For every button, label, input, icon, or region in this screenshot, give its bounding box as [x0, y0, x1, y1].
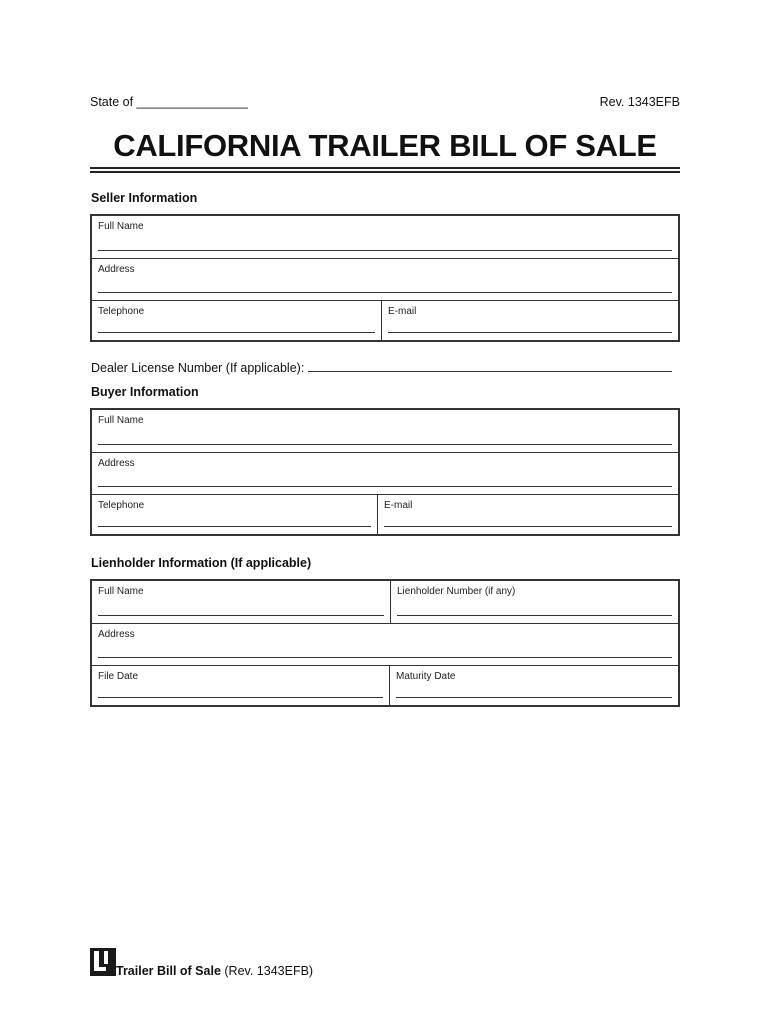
lienholder-info-box [90, 579, 680, 707]
lienholder-section-heading: Lienholder Information (If applicable) [91, 556, 312, 570]
buyer-telephone-line [98, 526, 371, 527]
buyer-address-label: Address [98, 458, 135, 469]
lienholder-full-name-label: Full Name [98, 586, 144, 597]
buyer-email-label: E-mail [384, 500, 413, 511]
lienholder-name-row [92, 581, 678, 623]
seller-telephone-line [98, 332, 375, 333]
brand-logo-icon [90, 948, 116, 976]
lienholder-address-field[interactable] [92, 624, 678, 665]
footer-caption [116, 964, 313, 978]
lienholder-maturity-date-line [396, 697, 672, 698]
dealer-license-label: Dealer License Number (If applicable): [91, 361, 305, 375]
lienholder-number-line [397, 615, 672, 616]
document-header [90, 95, 680, 111]
footer-doc-name: Trailer Bill of Sale [116, 964, 221, 978]
seller-full-name-field[interactable] [92, 216, 678, 258]
seller-telephone-label: Telephone [98, 306, 145, 317]
lienholder-address-row [92, 623, 678, 665]
lienholder-full-name-line [98, 615, 384, 616]
buyer-email-field[interactable] [377, 495, 678, 534]
document-footer [90, 948, 490, 978]
lienholder-address-label: Address [98, 629, 135, 640]
buyer-address-field[interactable] [92, 453, 678, 494]
seller-address-line [98, 292, 672, 293]
buyer-full-name-field[interactable] [92, 410, 678, 452]
buyer-full-name-line [98, 444, 672, 445]
lienholder-file-date-line [98, 697, 383, 698]
buyer-telephone-label: Telephone [98, 500, 145, 511]
lienholder-number-label: Lienholder Number (if any) [397, 586, 516, 597]
dealer-license-line [308, 360, 672, 372]
seller-info-box [90, 214, 680, 342]
seller-email-field[interactable] [381, 301, 678, 340]
lienholder-dates-row [92, 665, 678, 705]
seller-full-name-label: Full Name [98, 221, 144, 232]
revision-number: Rev. 1343EFB [599, 95, 680, 109]
seller-address-row [92, 258, 678, 300]
buyer-address-line [98, 486, 672, 487]
buyer-address-row [92, 452, 678, 494]
title-rule-bottom [90, 171, 680, 173]
dealer-license-field[interactable] [91, 360, 672, 375]
seller-address-label: Address [98, 264, 135, 275]
lienholder-number-field[interactable] [390, 581, 678, 623]
footer-revision: (Rev. 1343EFB) [224, 964, 314, 978]
seller-email-label: E-mail [388, 306, 417, 317]
seller-contact-row [92, 300, 678, 340]
lienholder-file-date-label: File Date [98, 671, 139, 682]
state-of-field[interactable]: State of ________________ [90, 95, 248, 109]
lienholder-full-name-field[interactable] [92, 581, 390, 623]
seller-section-heading: Seller Information [91, 191, 198, 205]
buyer-info-box [90, 408, 680, 536]
seller-full-name-row [92, 216, 678, 258]
lienholder-address-line [98, 657, 672, 658]
seller-telephone-field[interactable] [92, 301, 381, 340]
buyer-section-heading: Buyer Information [91, 385, 199, 399]
buyer-full-name-label: Full Name [98, 415, 144, 426]
buyer-telephone-field[interactable] [92, 495, 377, 534]
title-rule-top [90, 167, 680, 169]
lienholder-file-date-field[interactable] [92, 666, 389, 705]
buyer-contact-row [92, 494, 678, 534]
seller-full-name-line [98, 250, 672, 251]
lienholder-maturity-date-label: Maturity Date [396, 671, 456, 682]
buyer-full-name-row [92, 410, 678, 452]
buyer-email-line [384, 526, 672, 527]
seller-address-field[interactable] [92, 259, 678, 300]
page-title: CALIFORNIA TRAILER BILL OF SALE [113, 128, 657, 163]
lienholder-maturity-date-field[interactable] [389, 666, 678, 705]
seller-email-line [388, 332, 672, 333]
